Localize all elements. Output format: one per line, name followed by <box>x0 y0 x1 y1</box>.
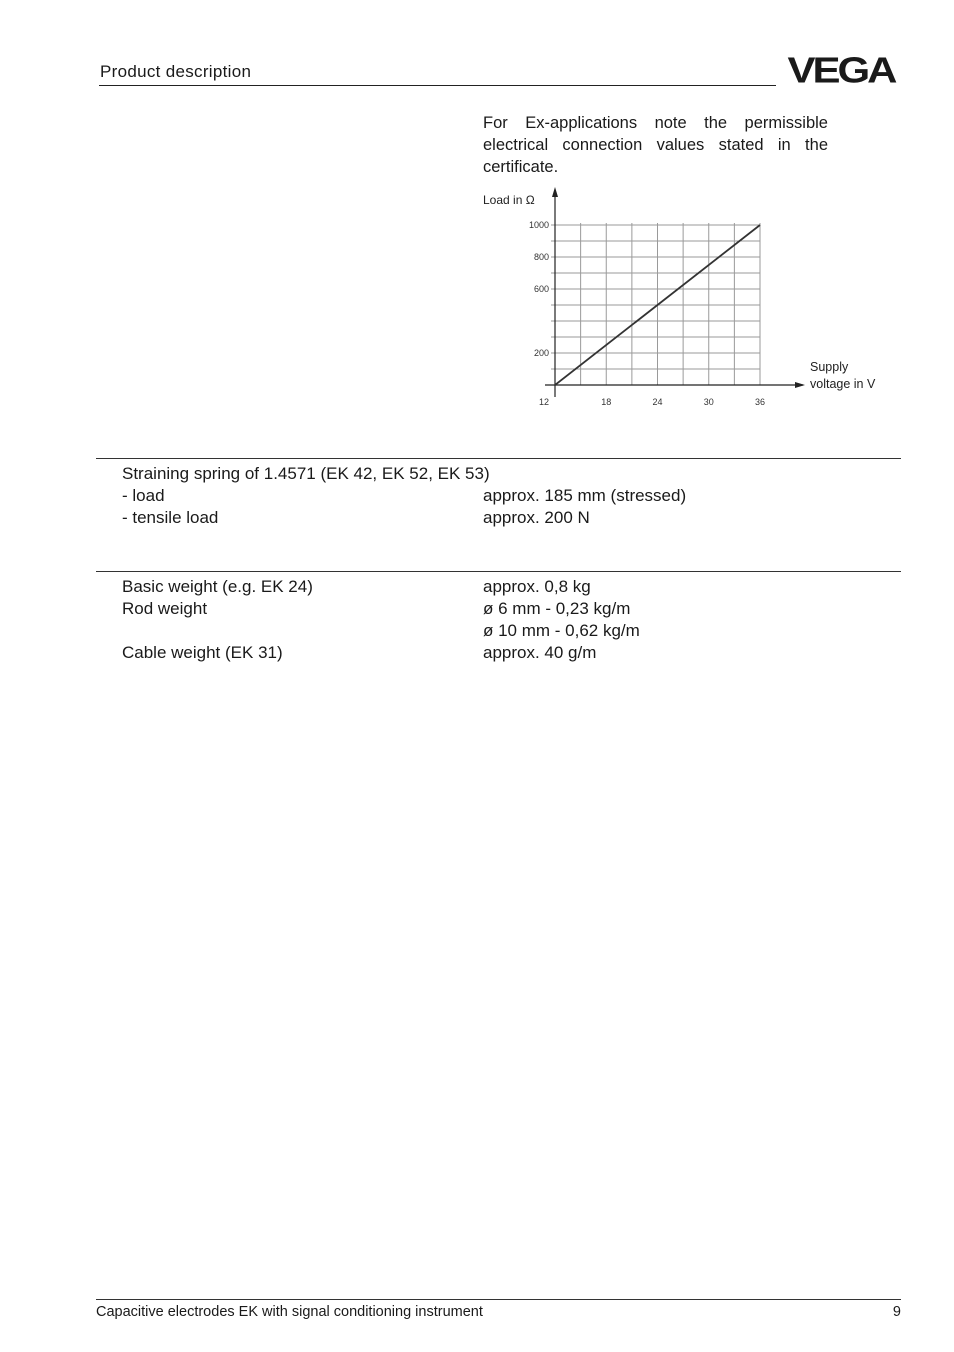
x-axis-arrow <box>795 382 805 388</box>
spring-load-value: approx. 185 mm (stressed) <box>483 486 687 505</box>
spring-load-label: - load <box>122 486 165 505</box>
ex-application-note: For Ex-applications note the permissible electrical connection values stated in the certificate. <box>483 114 828 176</box>
page-number: 9 <box>892 1304 901 1320</box>
x-tick-label: 18 <box>601 397 612 407</box>
x-axis-label-line: voltage in V <box>810 377 876 391</box>
logo-text: VEGA <box>787 51 895 86</box>
rod-weight-label: Rod weight <box>122 599 208 618</box>
y-axis-arrow <box>552 187 558 197</box>
y-axis-label: Load in Ω <box>483 193 535 207</box>
y-tick-label: 1000 <box>528 220 549 230</box>
spring-tensile-label: - tensile load <box>122 508 219 527</box>
section-divider-spring <box>96 458 901 459</box>
footer-document-title: Capacitive electrodes EK with signal conditioning instrument <box>96 1304 483 1320</box>
load-voltage-chart <box>475 185 895 415</box>
x-tick-label: 36 <box>754 397 766 407</box>
x-tick-label: 12 <box>538 397 550 407</box>
spring-title: Straining spring of 1.4571 (EK 42, EK 52, EK 53) <box>122 464 490 483</box>
section-divider-weights <box>96 571 901 572</box>
chart-svg <box>475 185 895 415</box>
x-tick-label: 30 <box>703 397 714 407</box>
x-axis-label-line: Supply <box>810 360 849 374</box>
header-rule <box>99 85 776 86</box>
cable-weight-value: approx. 40 g/m <box>483 643 597 662</box>
basic-weight-value: approx. 0,8 kg <box>483 577 591 596</box>
cable-weight-label: Cable weight (EK 31) <box>122 643 283 662</box>
spring-tensile-value: approx. 200 N <box>483 508 590 527</box>
y-tick-label: 800 <box>533 252 549 262</box>
y-tick-label: 200 <box>533 348 549 358</box>
rod-weight-value-10mm: ø 10 mm - 0,62 kg/m <box>483 621 640 640</box>
y-tick-label: 600 <box>533 284 549 294</box>
footer-rule <box>96 1299 901 1300</box>
page-section-title: Product description <box>100 62 252 81</box>
basic-weight-label: Basic weight (e.g. EK 24) <box>122 577 313 596</box>
rod-weight-value-6mm: ø 6 mm - 0,23 kg/m <box>483 599 631 618</box>
vega-logo <box>780 50 902 86</box>
x-tick-label: 24 <box>652 397 663 407</box>
